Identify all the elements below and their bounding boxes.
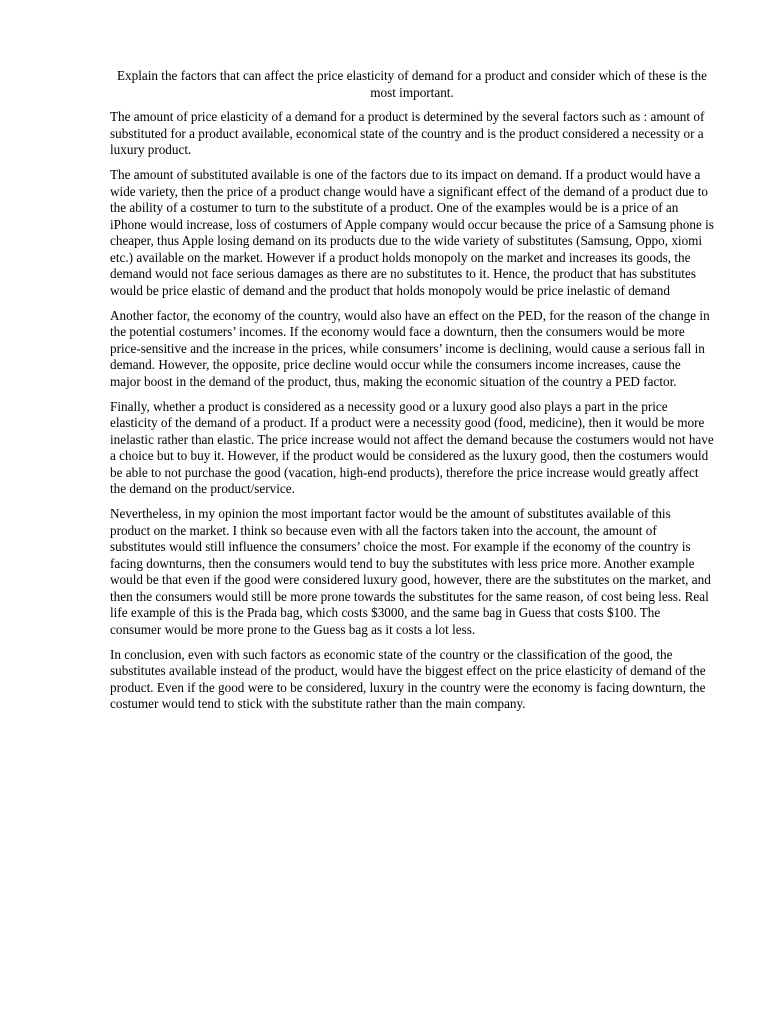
paragraph-most-important: Nevertheless, in my opinion the most important factor would be the amount of substitutes available of this product on the market. I think so because even with all the factors taken into the account, the amount of substitutes would still influence the consumers’ choice the most. For example if the economy of the country is facing downturns, then the consumers would tend to buy the substitutes with less price more. Another example would be that even if the good were considered luxury good, however, there are the substitutes on the market, and then the consumers would still be more prone towards the substitutes for the same reason, of cost being less. Real life example of this is the Prada bag, which costs $3000, and the same bag in Guess that costs $100. The consumer would be more prone to the Guess bag as it costs a lot less.	[110, 506, 711, 637]
paragraph-substitutes: The amount of substituted available is one of the factors due to its impact on demand. If a product would have a wide variety, then the price of a product change would have a significant effect of the demand of a product due to the ability of a costumer to turn to the substitute of a product. One of the examples would be is a price of an iPhone would increase, loss of costumers of Apple company would occur because the price of a Samsung phone is cheaper, thus Apple losing demand on its products due to the wide variety of substitutes (Samsung, Oppo, xiomi etc.) available on the market. However if a product holds monopoly on the market and increases its goods, the demand would not face serious damages as there are no substitutes to it. Hence, the product that has substitutes would be price elastic of demand and the product that holds monopoly would be price inelastic of demand	[110, 167, 714, 298]
paragraph-conclusion: In conclusion, even with such factors as economic state of the country or the classification of the good, the substitutes available instead of the product, would have the biggest effect on the price elasticity of demand of the product. Even if the good were to be considered, luxury in the country were the economy is facing downturn, the costumer would tend to stick with the substitute rather than the main company.	[110, 646, 706, 711]
paragraph-economy: Another factor, the economy of the country, would also have an effect on the PED, for the reason of the change in the potential costumers’ incomes. If the economy would face a downturn, then the consumers would be more price-sensitive and the increase in the prices, while consumers’ income is declining, would cause a serious fall in demand. However, the opposite, price decline would occur while the consumers income increases, cause the major boost in the demand of the product, thus, making the economic situation of the country a PED factor.	[110, 307, 710, 389]
paragraph-necessity-luxury: Finally, whether a product is considered as a necessity good or a luxury good also plays a part in the price elasticity of the demand of a product. If a product were a necessity good (food, medicine), then it would be more inelastic rather than elastic. The price increase would not affect the demand because the costumers would not have a choice but to buy it. However, if the product would be considered as the luxury good, then the costumers would be able to not purchase the good (vacation, high-end products), therefore the price increase would greatly affect the demand on the product/service.	[110, 398, 714, 496]
document-body	[110, 68, 714, 721]
document-title: Explain the factors that can affect the price elasticity of demand for a product and consider which of these is the most important.	[116, 68, 708, 100]
paragraph-introduction: The amount of price elasticity of a demand for a product is determined by the several factors such as : amount of substituted for a product available, economical state of the country and is the product considered a necessity or a luxury product.	[110, 109, 705, 157]
